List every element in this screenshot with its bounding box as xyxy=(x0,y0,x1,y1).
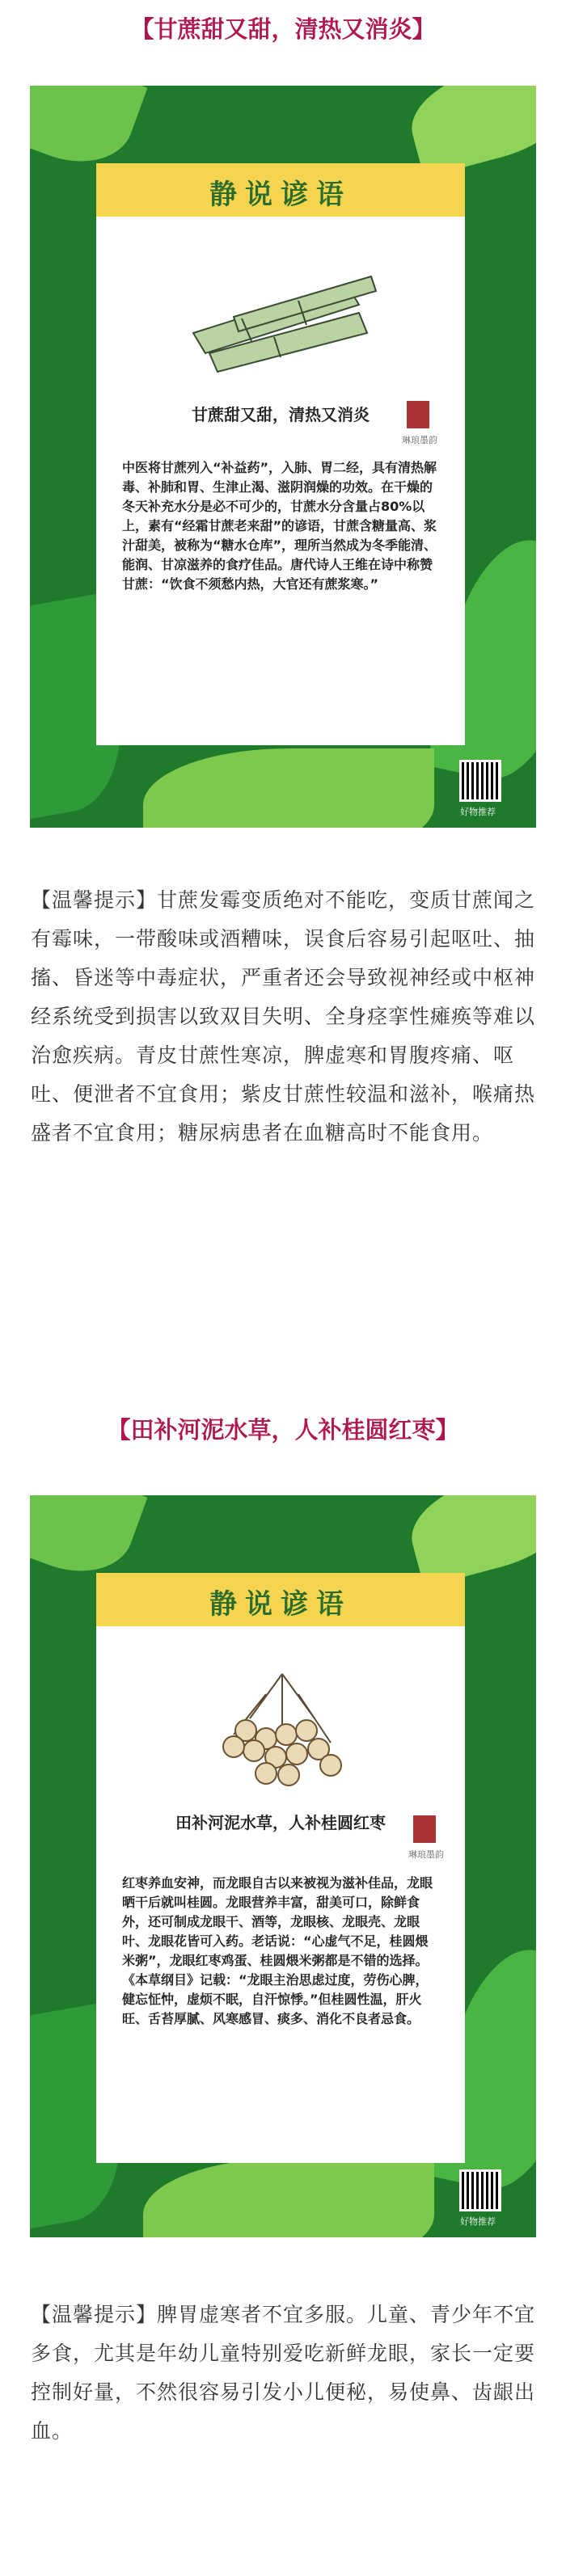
tip-paragraph-2: 【温馨提示】脾胃虚寒者不宜多服。儿童、青少年不宜多食，尤其是年幼儿童特别爱吃新鲜龙眼，家长一定要控制好量，不然很容易引发小儿便秘，易使鼻、齿龈出血。 xyxy=(31,2303,536,2443)
proverb-subtitle: 田补河泥水草，人补桂圆红枣 xyxy=(175,1813,386,1832)
seal-stamp xyxy=(407,401,429,428)
leaf-decoration xyxy=(143,748,434,828)
leaf-decoration xyxy=(143,2158,434,2237)
longan-illustration xyxy=(201,1670,363,1791)
panel-header-text: 静说谚语 xyxy=(209,179,352,211)
section-2-title: 【田补河泥水草，人补桂圆红枣】 xyxy=(107,1416,459,1444)
qr-label: 好物推荐 xyxy=(460,2216,496,2227)
proverb-body: 红枣养血安神，而龙眼自古以来被视为滋补佳品，龙眼晒干后就叫桂圆。龙眼营养丰富，甜美可口，除鲜食外，还可制成龙眼干、酒等，龙眼核、龙眼壳、龙眼叶、龙眼花皆可入药。老话说：“心虚气不足，桂圆煨米粥”，龙眼红枣鸡蛋、桂圆煨米粥都是不错的选择。《本草纲目》记载：“龙眼主治思虑过度，劳伤心脾，健忘怔忡，虚烦不眠，自汗惊悸。”但桂圆性温，肝火旺、舌苔厚腻、风寒感冒、痰多、消化不良者忌食。 xyxy=(122,1875,433,2026)
qr-label: 好物推荐 xyxy=(460,807,496,817)
tip-paragraph-1: 【温馨提示】甘蔗发霉变质绝对不能吃，变质甘蔗闻之有霉味，一带酸味或酒糟味，误食后容易引起呕吐、抽搐、昏迷等中毒症状，严重者还会导致视神经或中枢神经系统受到损害以致双目失明、全身痉挛性瘫痪等难以治愈疾病。青皮甘蔗性寒凉，脾虚寒和胃腹疼痛、呕吐、便泄者不宜食用；紫皮甘蔗性较温和滋补，喉痛热盛者不宜食用；糖尿病患者在血糖高时不能食用。 xyxy=(31,888,536,1145)
proverb-card-2 xyxy=(30,1495,536,2237)
proverb-panel xyxy=(96,163,465,745)
proverb-card-1 xyxy=(30,86,536,828)
proverb-body: 中医将甘蔗列入“补益药”，入肺、胃二经，具有清热解毒、补肺和胃、生津止渴、滋阴润燥的功效。在干燥的冬天补充水分是必不可少的，甘蔗水分含量占80%以上，素有“经霜甘蔗老来甜”的谚语，甘蔗含糖量高、浆汁甜美，被称为“糖水仓库”，理所当然成为冬季能清、能润、甘凉滋养的食疗佳品。唐代诗人王维在诗中称赞甘蔗：“饮食不须愁内热，大官还有蔗浆寒。” xyxy=(122,460,437,592)
seal-label: 琳琅墨韵 xyxy=(402,435,437,445)
proverb-subtitle: 甘蔗甜又甜，清热又消炎 xyxy=(192,405,370,424)
qr-code xyxy=(459,2169,501,2211)
proverb-panel xyxy=(96,1573,465,2163)
sugarcane-illustration xyxy=(185,268,379,373)
panel-header xyxy=(96,1573,465,1626)
seal-stamp xyxy=(413,1815,436,1843)
panel-header-text: 静说谚语 xyxy=(209,1588,352,1621)
seal-label: 琳琅墨韵 xyxy=(408,1849,444,1860)
section-1-title: 【甘蔗甜又甜，清热又消炎】 xyxy=(130,15,436,43)
panel-header xyxy=(96,163,465,217)
qr-code xyxy=(459,760,501,802)
